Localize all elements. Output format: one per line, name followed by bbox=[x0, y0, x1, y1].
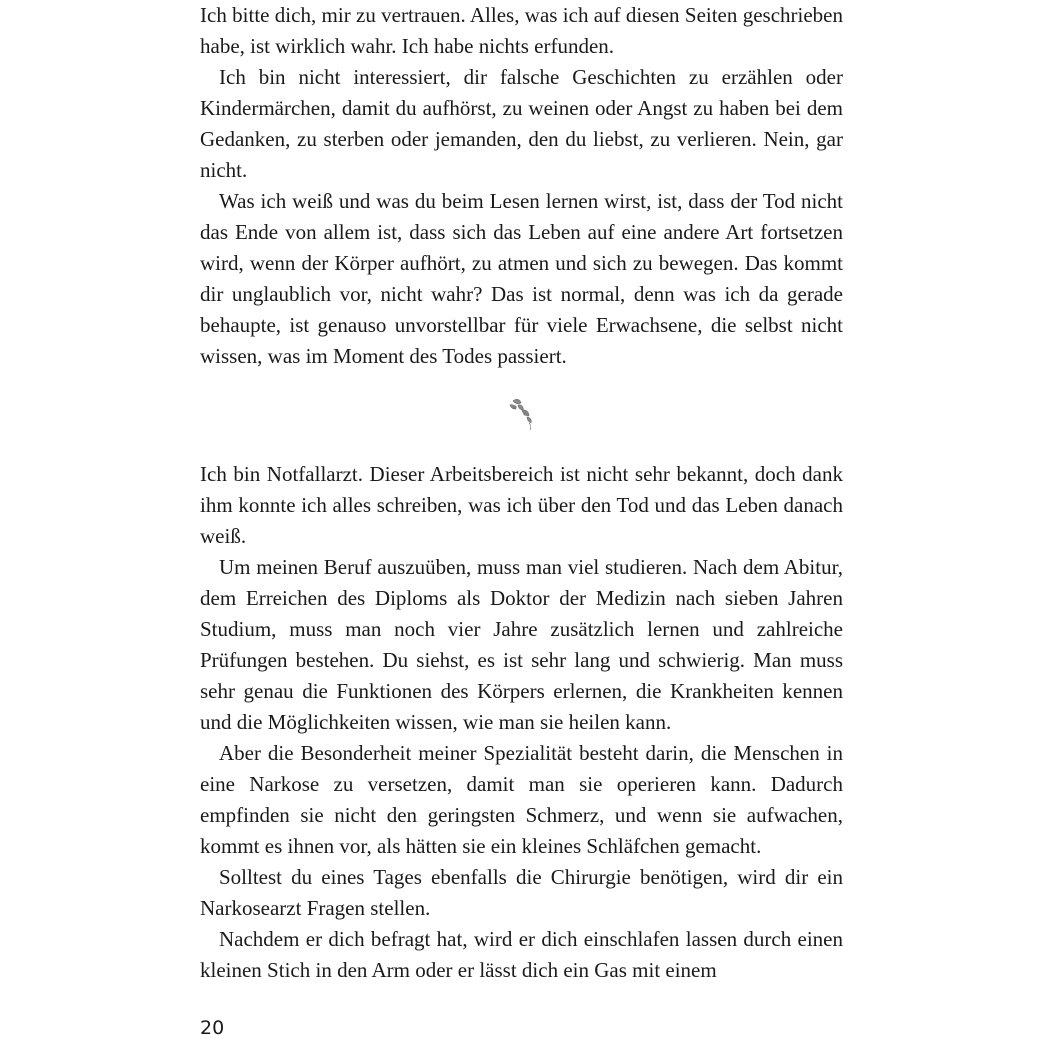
text-section-1 bbox=[200, 0, 843, 372]
paragraph: Ich bin nicht interessiert, dir falsche Geschichten zu erzählen oder Kindermärchen, damit du aufhörst, zu weinen oder Angst zu haben bei dem Gedanken, zu sterben oder jemanden, den du liebst, zu verlieren. Nein, gar nicht. bbox=[200, 65, 843, 182]
paragraph: Ich bin Notfallarzt. Dieser Arbeitsbereich ist nicht sehr bekannt, doch dank ihm konnte ich alles schreiben, was ich über den Tod und das Leben danach weiß. bbox=[200, 462, 843, 548]
paragraph: Ich bitte dich, mir zu vertrauen. Alles, was ich auf diesen Seiten geschrieben habe, ist wirklich wahr. Ich habe nichts erfunden. bbox=[200, 3, 843, 58]
paragraph: Um meinen Beruf auszuüben, muss man viel studieren. Nach dem Abitur, dem Erreichen des Diploms als Doktor der Medizin nach sieben Jahren Studium, muss man noch vier Jahre zusätzlich lernen und zahlreiche Prüfungen bestehen. Du siehst, es ist sehr lang und schwierig. Man muss sehr genau die Funktionen des Körpers erlernen, die Krankheiten kennen und die Möglichkeiten wissen, wie man sie heilen kann. bbox=[200, 555, 843, 734]
floral-ornament-icon bbox=[507, 395, 537, 431]
paragraph: Was ich weiß und was du beim Lesen lernen wirst, ist, dass der Tod nicht das Ende von allem ist, dass sich das Leben auf eine andere Art fortsetzen wird, wenn der Körper aufhört, zu atmen und sich zu bewegen. Das kommt dir unglaublich vor, nicht wahr? Das ist normal, denn was ich da gerade behaupte, ist genauso unvorstellbar für viele Erwachsene, die selbst nicht wissen, was im Moment des Todes passiert. bbox=[200, 189, 843, 368]
page-number: 20 bbox=[200, 1017, 225, 1039]
paragraph: Nachdem er dich befragt hat, wird er dich einschlafen lassen durch einen kleinen Stich in den Arm oder er lässt dich ein Gas mit einem bbox=[200, 927, 843, 982]
paragraph: Aber die Besonderheit meiner Spezialität besteht darin, die Menschen in eine Narkose zu versetzen, damit man sie operieren kann. Dadurch empfinden sie nicht den geringsten Schmerz, und wenn sie aufwachen, kommt es ihnen vor, als hätten sie ein kleines Schläfchen gemacht. bbox=[200, 741, 843, 858]
text-section-2 bbox=[200, 459, 843, 986]
paragraph: Solltest du eines Tages ebenfalls die Chirurgie benötigen, wird dir ein Narkosearzt Fragen stellen. bbox=[200, 865, 843, 920]
